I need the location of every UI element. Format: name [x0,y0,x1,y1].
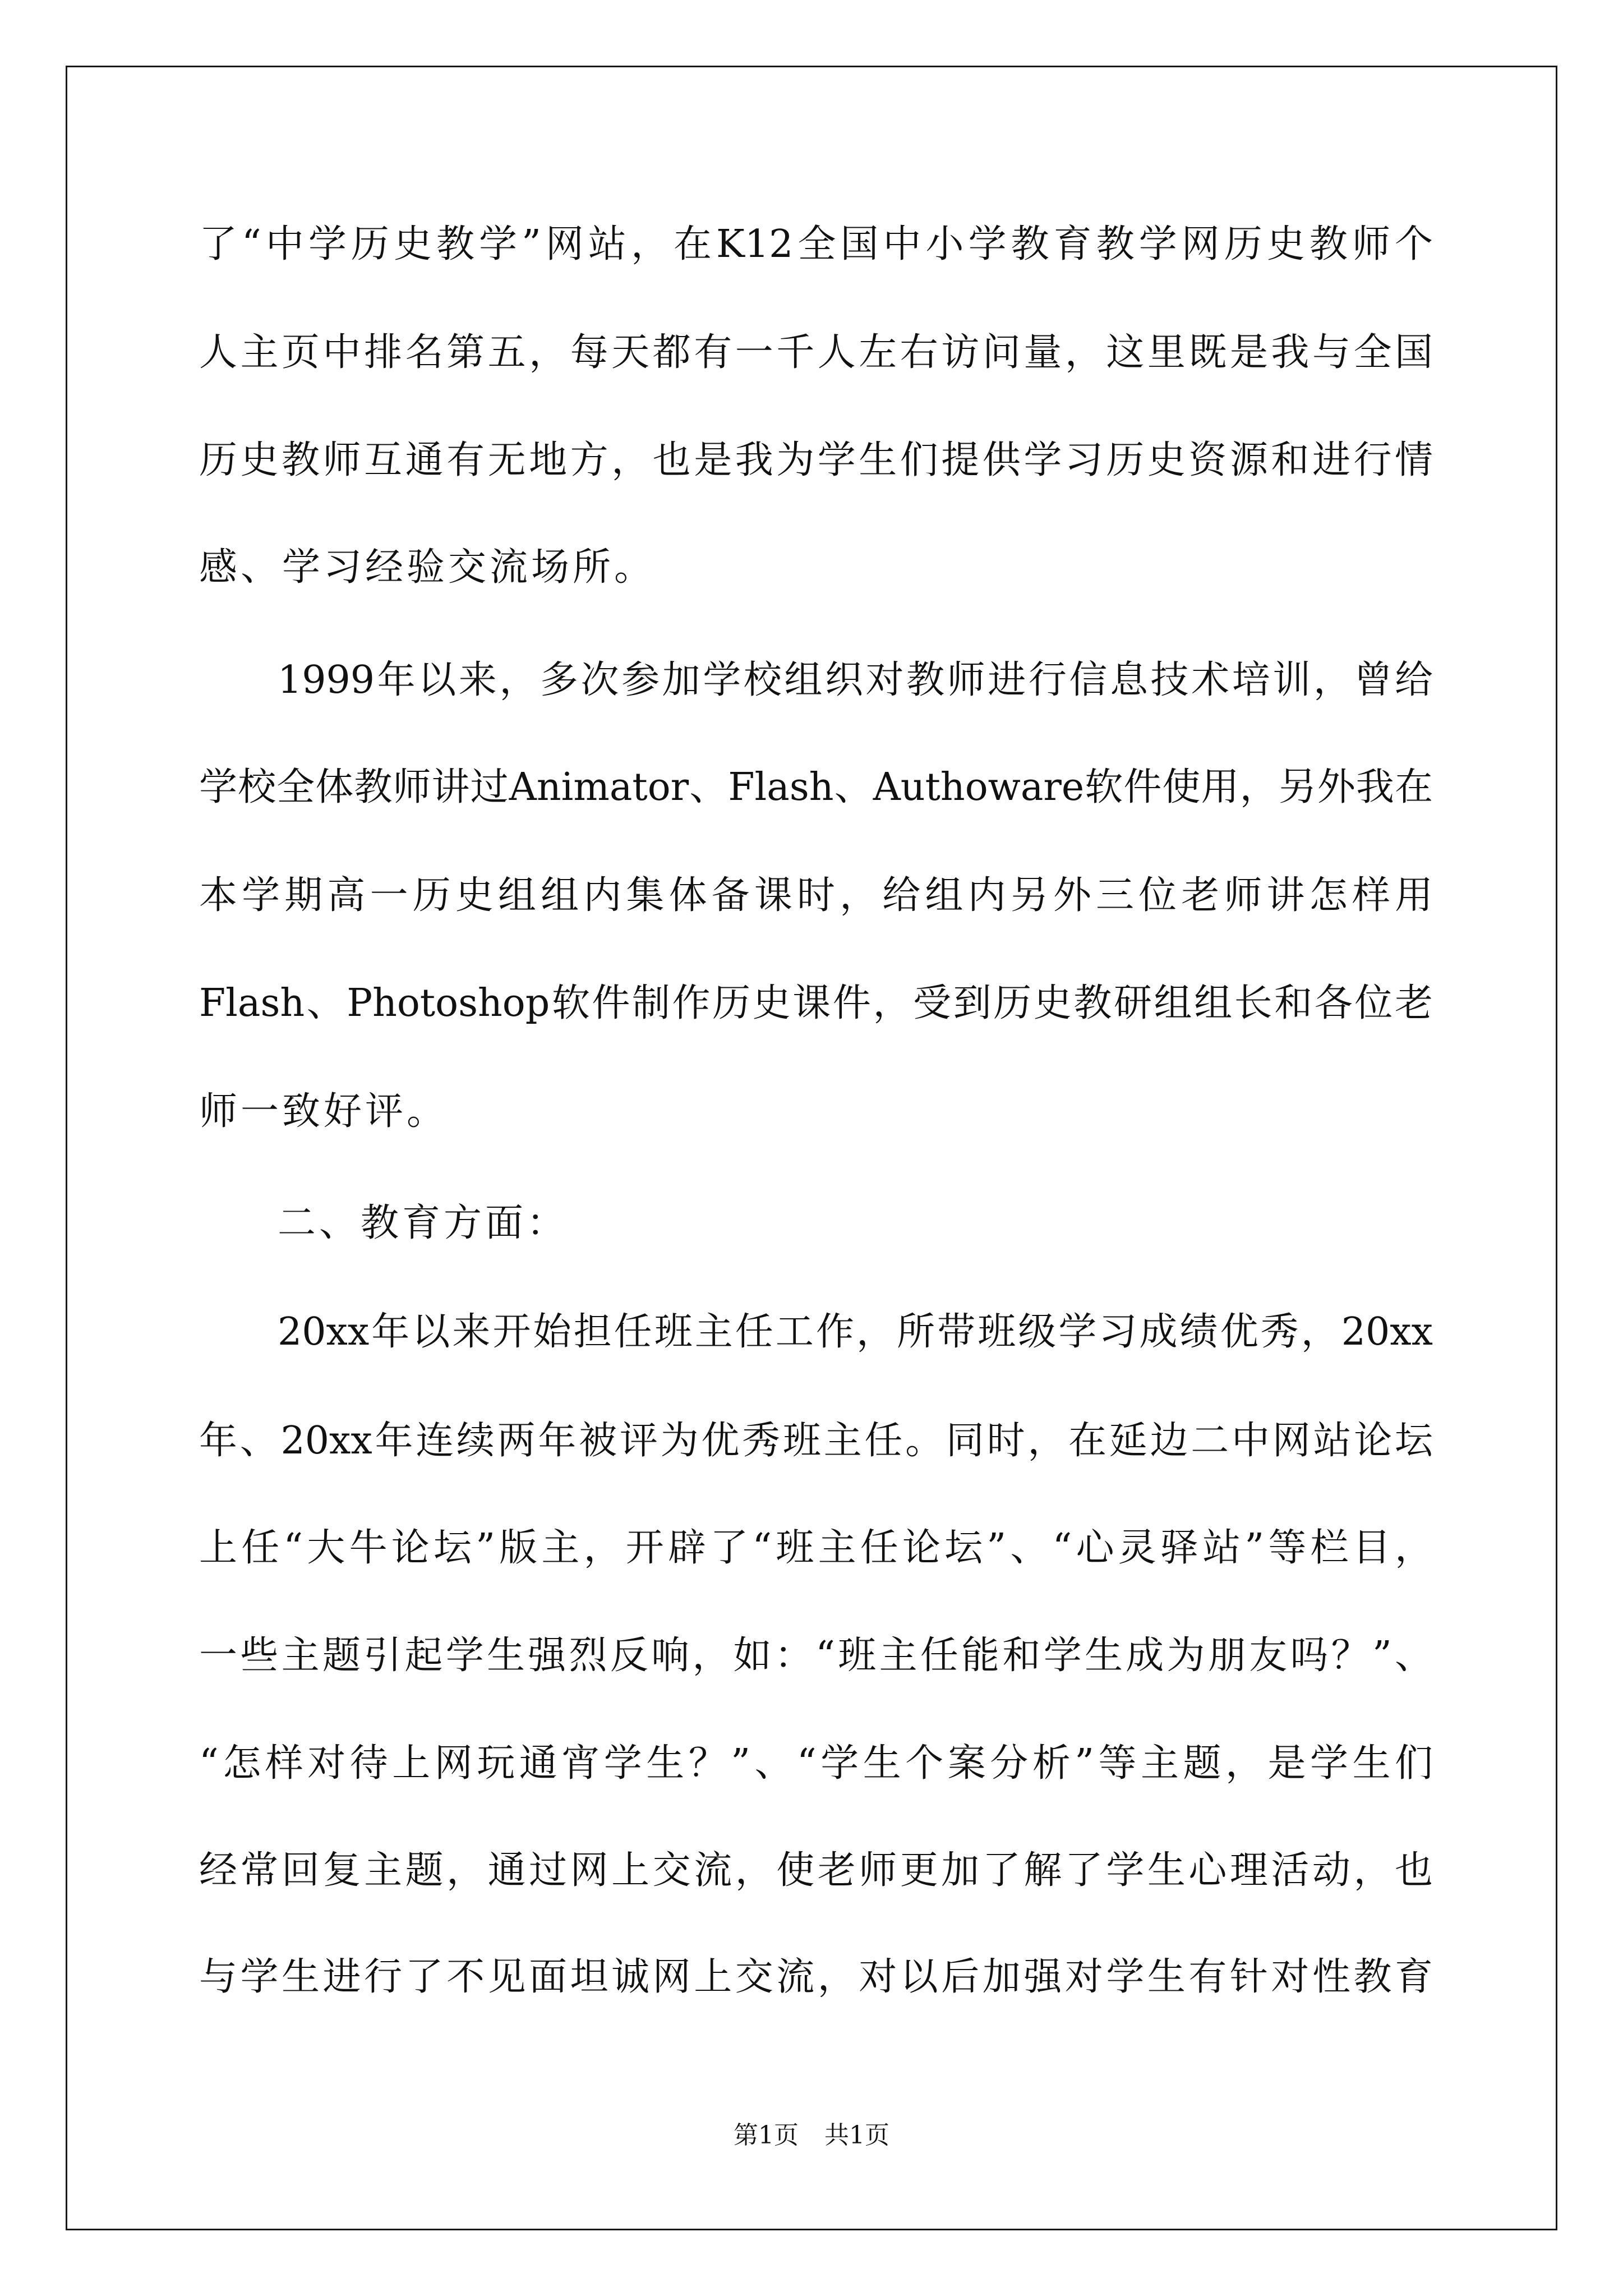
paragraph-first-line: 20xx年以来开始担任班主任工作，所带班级学习成绩优秀，20xx [278,1310,1433,1354]
text-line: “怎样对待上网玩通宵学生？”、“学生个案分析”等主题，是学生们 [199,1741,1433,1786]
text-line: Flash、Photoshop软件制作历史课件，受到历史教研组组长和各位老 [199,981,1433,1025]
text-line: 本学期高一历史组组内集体备课时，给组内另外三位老师讲怎样用 [199,873,1433,918]
text-line: 年、20xx年连续两年被评为优秀班主任。同时，在延边二中网站论坛 [199,1419,1433,1463]
text-line: 学校全体教师讲过Animator、Flash、Authoware软件使用，另外我在 [199,765,1433,809]
section-heading: 二、教育方面： [278,1201,569,1245]
text-line: 师一致好评。 [199,1089,449,1134]
text-line: 历史教师互通有无地方，也是我为学生们提供学习历史资源和进行情 [199,438,1433,482]
page-border [66,66,1557,2230]
page-number: 第1页 [734,2121,799,2150]
text-line: 经常回复主题，通过网上交流，使老师更加了解了学生心理活动，也 [199,1848,1433,1893]
text-line: 了“中学历史教学”网站，在K12全国中小学教育教学网历史教师个 [199,222,1433,266]
text-line: 上任“大牛论坛”版主，开辟了“班主任论坛”、“心灵驿站”等栏目， [199,1526,1433,1570]
text-line: 感、学习经验交流场所。 [199,545,656,590]
text-line: 人主页中排名第五，每天都有一千人左右访问量，这里既是我与全国 [199,330,1433,375]
page-footer [0,2119,1623,2152]
text-line: 一些主题引起学生强烈反响，如：“班主任能和学生成为朋友吗？”、 [199,1634,1433,1678]
paragraph-first-line: 1999年以来，多次参加学校组织对教师进行信息技术培训，曾给 [278,658,1433,702]
page-total: 共1页 [824,2121,889,2150]
text-line: 与学生进行了不见面坦诚网上交流，对以后加强对学生有针对性教育 [199,1955,1433,1999]
